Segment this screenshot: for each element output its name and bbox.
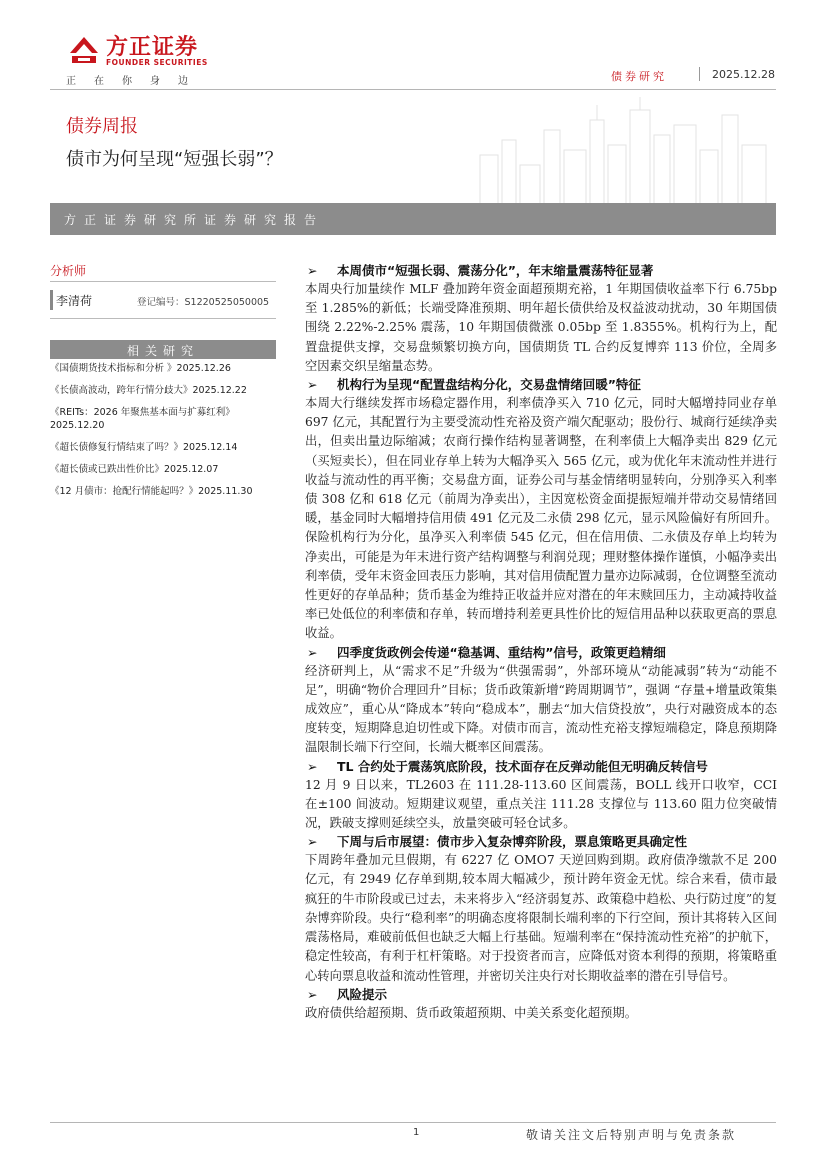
related-research-header: [50, 340, 276, 359]
section-heading-text: TL 合约处于震荡筑底阶段，技术面存在反弹动能但无明确反转信号: [337, 758, 708, 774]
founder-logo-icon: [66, 33, 102, 67]
logo-english: FOUNDER SECURITIES: [106, 58, 208, 67]
analyst-marker: [50, 290, 53, 310]
arrow-bullet-icon: ➢: [307, 986, 318, 1002]
logo-text: 方正证券: [106, 35, 199, 60]
related-research-list: [50, 362, 280, 507]
report-date: 2025.12.28: [712, 68, 775, 81]
arrow-bullet-icon: ➢: [307, 263, 318, 278]
page-header: [0, 0, 826, 95]
analyst-label: 分析师: [50, 264, 87, 278]
analyst-rule-bottom: [50, 318, 276, 319]
section-body: 政府债供给超预期、货币政策超预期、中美关系变化超预期。: [305, 1005, 638, 1020]
related-item[interactable]: 《长债高波动，跨年行情分歧大》2025.12.22: [50, 385, 247, 396]
report-title: 债市为何呈现“短强长弱”？: [66, 149, 283, 170]
section-heading-text: 四季度货政例会传递“稳基调、重结构”信号，政策更趋精细: [337, 644, 666, 660]
section-body: 下周跨年叠加元旦假期，有 6227 亿 OMO7 天逆回购到期。政府债净缴款不足 200 亿元，有 2949 亿存单到期,较本周大幅减少，预计跨年资金无忧。综合来看，债市最疯狂的牛市阶段或已过去，未来将步入“经济弱复苏、政策稳中趋松、央行防过度”的复杂博弈阶段。央行“稳利率”的明确态度将限制长端利率的下行空间，预计其将转入区间震荡格局，难破前低但也缺乏大幅上行基础。短端利率在“保持流动性充裕”的护航下，稳定性较高，有利于杠杆策略。对于投资者而言，应降低对资本利得的预期，将策略重心转向票息收益和流动性管理，并密切关注央行对长期收益率的潜在引导信号。: [305, 853, 777, 983]
arrow-bullet-icon: ➢: [307, 758, 318, 774]
skyline-watermark-icon: [470, 95, 776, 205]
analyst-registration: 登记编号：S1220525050005: [137, 297, 270, 308]
section-heading: [305, 758, 777, 776]
banner-text: 方正证券研究所证券研究报告: [64, 213, 325, 227]
section-body: 经济研判上，从“需求不足”升级为“供强需弱”，外部环境从“动能减弱”转为“动能不足”，明确“物价合理回升”目标；货币政策新增“跨周期调节”，强调 “存量+增量政策集成效应”，重心从“降成本”转向“稳成本”，删去“加大信贷投放”，央行对融资成本的态度转变，短期降息迫切性或下降。对债市而言，流动性充裕支撑短端稳定，降息预期降温限制长端下行空间，长端大概率区间震荡。: [305, 663, 777, 755]
section-heading: [305, 262, 777, 280]
section-heading-text: 风险提示: [337, 986, 388, 1002]
section-body: 本周央行加量续作 MLF 叠加跨年资金面超预期充裕，1 年期国债收益率下行 6.75bp 至 1.285%的新低；长端受降准预期、明年超长债供给及权益波动扰动，30 年期国债围绕 2.22%-2.25% 震荡，10 年期国债微涨 0.05bp 至 1.8355%。机构行为上，配置盘提供支撑，交易盘频繁切换方向，国债期货 TL 合约反复博弈 113 价位，全周多空因素交织呈缩量态势。: [305, 282, 777, 373]
report-banner: [50, 203, 776, 235]
summary-content: [305, 262, 777, 1023]
section-heading: [305, 376, 777, 394]
section-heading-text: 下周与后市展望：债市步入复杂博弈阶段，票息策略更具确定性: [337, 834, 688, 850]
related-item[interactable]: 《国债期货技术指标和分析 》2025.12.26: [50, 363, 231, 374]
related-item[interactable]: 《超长债或已跌出性价比》2025.12.07: [50, 464, 219, 475]
section-heading: [305, 644, 777, 662]
related-item[interactable]: 《超长债修复行情结束了吗？》2025.12.14: [50, 442, 238, 453]
related-item[interactable]: 《12 月债市：抢配行情能起吗？》2025.11.30: [50, 486, 253, 497]
slogan: 正在你身边: [66, 76, 206, 87]
page-number: 1: [413, 1127, 420, 1138]
section-heading-text: 本周债市“短强长弱、震荡分化”，年末缩量震荡特征显著: [337, 263, 654, 278]
section-body: 12 月 9 日以来，TL2603 在 111.28-113.60 区间震荡，BOLL 线开口收窄，CCI 在±100 间波动。短期建议观望，重点关注 111.28 支撑位与 113.60 阻力位突破情况，跌破支撑则延续空头，放量突破可轻仓试多。: [305, 777, 777, 831]
analyst-rule: [50, 281, 276, 282]
section-heading-text: 机构行为呈现“配置盘结构分化，交易盘情绪回暖”特征: [337, 377, 641, 393]
report-category: 债券研究: [611, 70, 667, 83]
header-rule: [50, 89, 776, 90]
footer-rule: [50, 1122, 776, 1123]
header-divider: [699, 67, 700, 81]
arrow-bullet-icon: ➢: [307, 644, 318, 660]
section-body: 本周大行继续发挥市场稳定器作用，利率债净买入 710 亿元，同时大幅增持同业存单 697 亿元，其配置行为主要受流动性充裕及资产端欠配驱动；股份行、城商行延续净卖出，但卖出量边际缩减；农商行操作结构显著调整，在利率债上大幅净卖出 829 亿元（买短卖长），但在同业存单上转为大幅净买入 565 亿元，或为优化年末流动性并进行收益与流动性的再平衡；交易盘方面，证券公司与基金情绪明显转向，分别净买入利率债 308 亿和 618 亿元（前周为净卖出），主因宽松资金面提振短端并带动交易情绪回暖，基金同时大幅增持信用债 491 亿元及二永债 298 亿元，显示风险偏好有所回升。保险机构行为分化，虽净买入利率债 545 亿元，但在信用债、二永债及存单上均转为净卖出，可能是为年末进行资产结构调整与利润兑现；理财整体操作谨慎，小幅净卖出利率债，受年末资金回表压力影响，其对信用债配置力量亦边际减弱，仓位调整至流动性更好的存单品种；货币基金为维持正收益并应对潜在的年末赎回压力，主动减持收益率已处低位的利率债和存单，转而增持利差更具性价比的短信用品种以获取更高的票息收益。: [305, 396, 777, 641]
section-heading: [305, 986, 777, 1004]
footer-disclaimer: 敬请关注文后特别声明与免责条款: [526, 1128, 737, 1142]
analyst-info: [50, 285, 276, 315]
arrow-bullet-icon: ➢: [307, 834, 318, 850]
section-heading: [305, 833, 777, 851]
report-type: 债券周报: [66, 116, 138, 137]
arrow-bullet-icon: ➢: [307, 377, 318, 393]
related-item[interactable]: 《REITs：2026 年聚焦基本面与扩募红利》2025.12.20: [50, 407, 235, 431]
analyst-name: 李清荷: [56, 294, 93, 308]
related-research-title: 相关研究: [126, 344, 199, 358]
